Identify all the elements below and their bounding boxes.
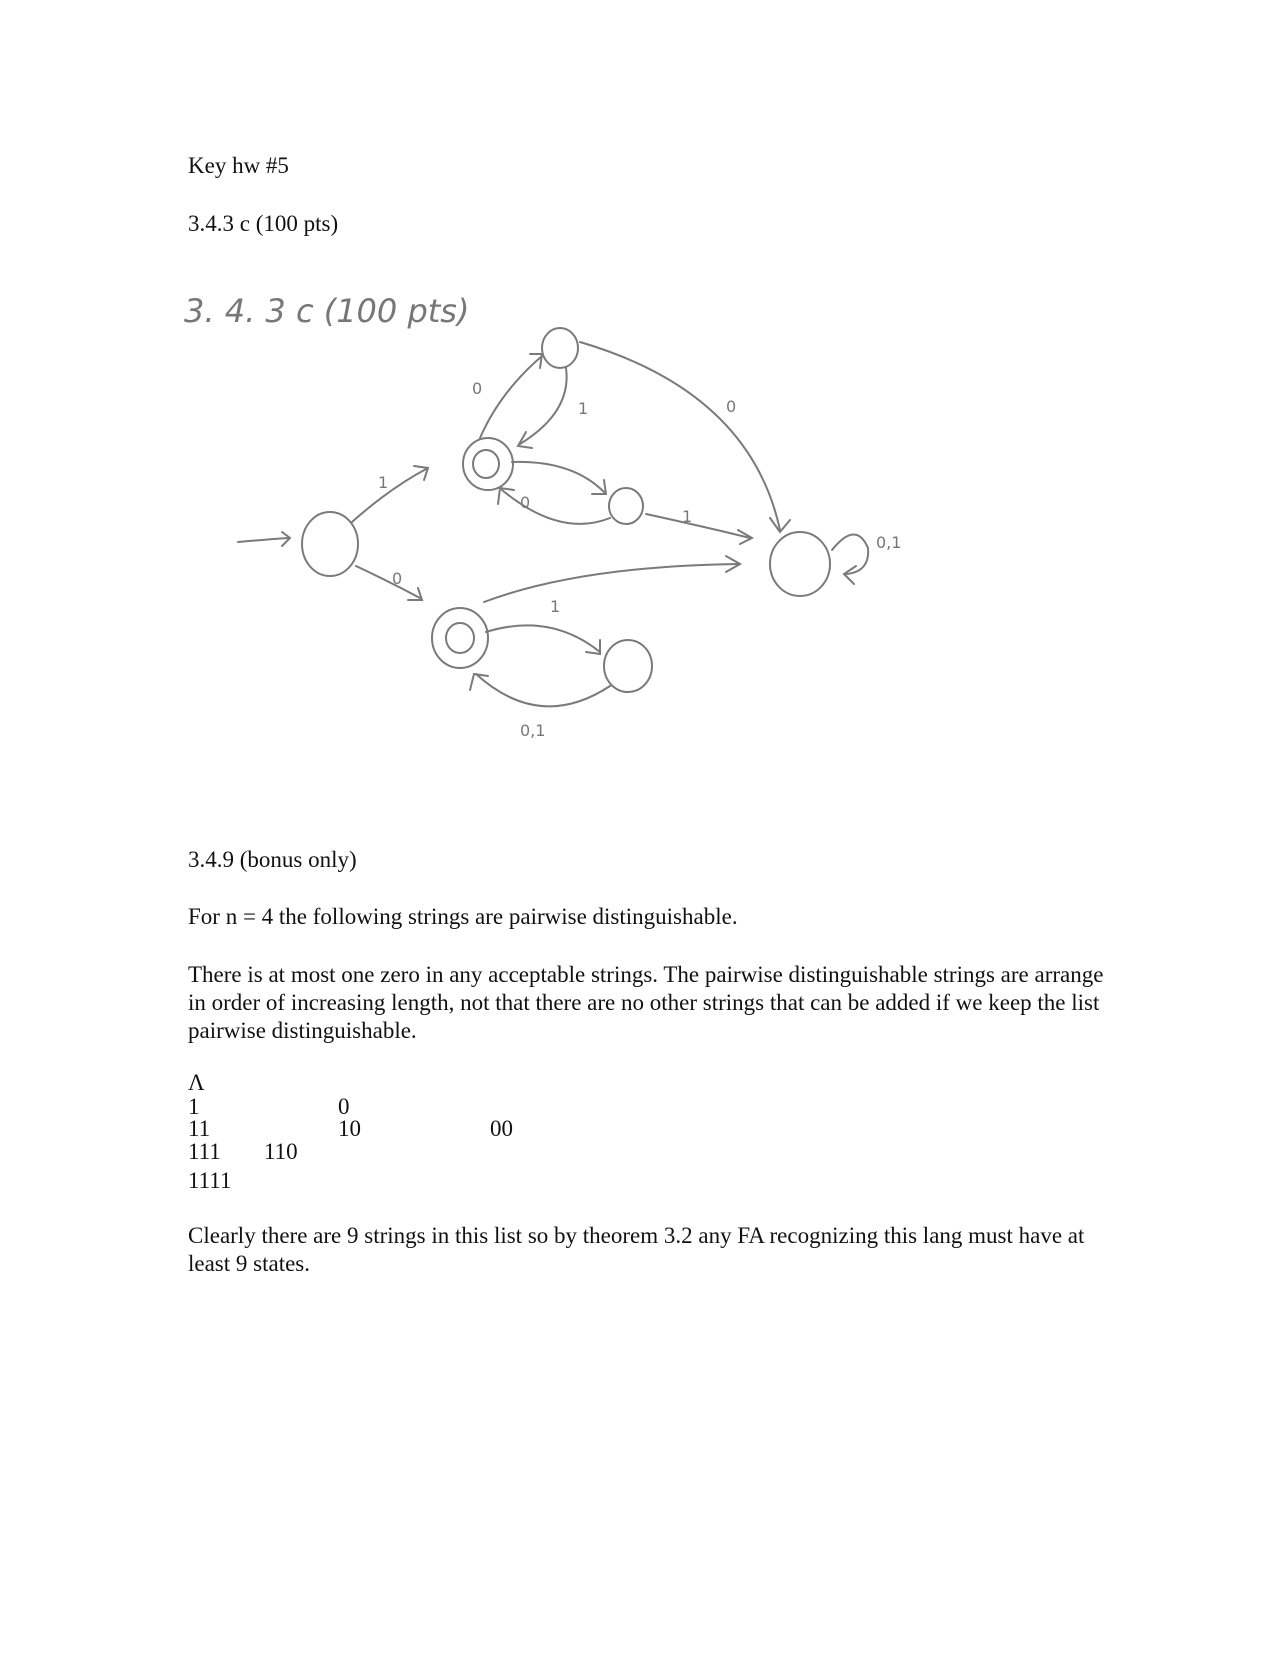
state-bottom-right xyxy=(604,640,652,692)
edge-label: 1 xyxy=(578,399,589,418)
string-cell: Λ xyxy=(188,1070,205,1095)
edge-label: 0 xyxy=(520,493,531,512)
string-cell: 111 xyxy=(188,1139,221,1164)
string-cell: 11 xyxy=(188,1116,211,1141)
problem-heading-3-4-3c: 3.4.3 c (100 pts) xyxy=(188,211,339,236)
state-middle xyxy=(609,488,643,524)
start-arrow xyxy=(238,538,288,542)
string-cell: 0 xyxy=(338,1094,350,1119)
edge-label: 1 xyxy=(550,597,561,616)
start-state xyxy=(302,512,358,576)
automaton-sketch xyxy=(180,282,960,802)
edge-label: 0,1 xyxy=(876,533,902,552)
edge-label: 0 xyxy=(726,397,737,416)
string-cell: 10 xyxy=(338,1116,361,1141)
intro-sentence: For n = 4 the following strings are pairwise distinguishable. xyxy=(188,904,738,929)
accepting-state-bottom xyxy=(432,608,488,668)
string-cell: 00 xyxy=(490,1116,513,1141)
state-top xyxy=(542,328,578,368)
edge-label: 1 xyxy=(378,473,389,492)
conclusion-paragraph: Clearly there are 9 strings in this list so by theorem 3.2 any FA recognizing this lang must have at least 9 states. xyxy=(188,1223,1085,1276)
string-cell: 1111 xyxy=(188,1168,232,1193)
problem-heading-3-4-9: 3.4.9 (bonus only) xyxy=(188,847,357,872)
string-cell: 110 xyxy=(264,1139,298,1164)
edge-label: 1 xyxy=(682,507,693,526)
sketch-heading: 3. 4. 3 c (100 pts) xyxy=(184,292,470,330)
edge-label: 0,1 xyxy=(520,721,546,740)
accepting-state-top xyxy=(463,438,513,490)
document-title: Key hw #5 xyxy=(188,153,289,178)
trap-state xyxy=(770,532,830,596)
edge-label: 0 xyxy=(392,569,403,588)
explanation-paragraph: There is at most one zero in any acceptable strings. The pairwise distinguishable strings are arrange in order of increasing length, not that there are no other strings that can be added if we keep the list pairwise distinguishable. xyxy=(188,962,1104,1043)
edge-label: 0 xyxy=(472,379,483,398)
string-cell: 1 xyxy=(188,1094,200,1119)
